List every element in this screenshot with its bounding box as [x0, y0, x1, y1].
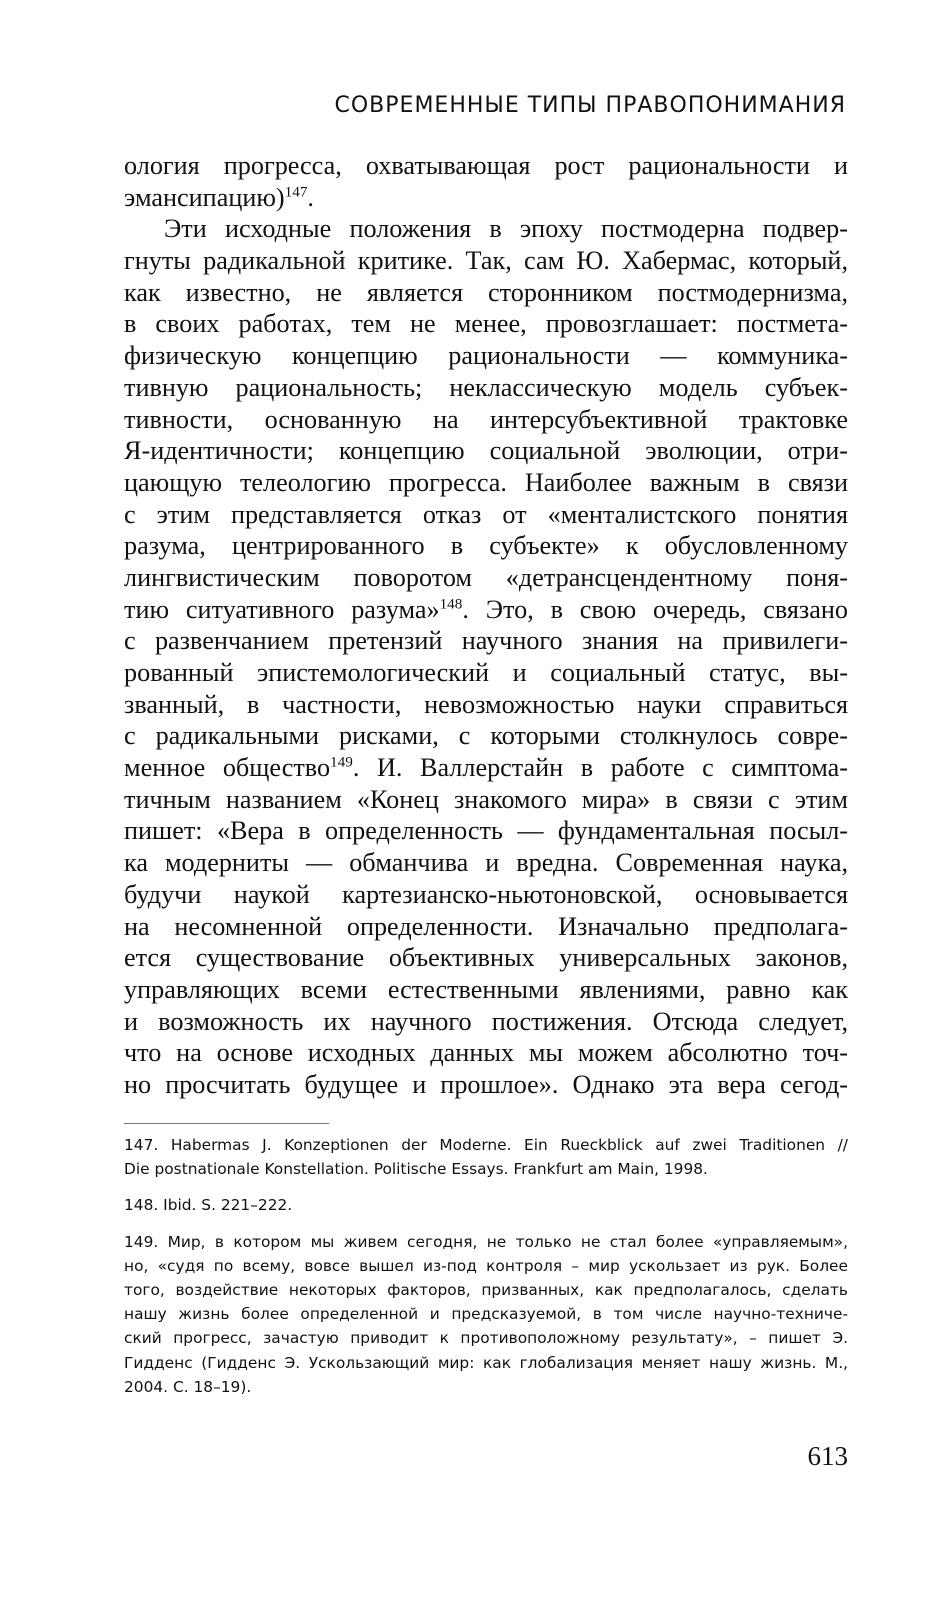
footnote-divider: [124, 1123, 329, 1124]
footnote-line: 148. Ibid. S. 221–222.: [124, 1196, 293, 1215]
text-line: тивности, основанную на интерсубъективной трактовке: [124, 404, 848, 434]
text-line: физическую концепцию рациональности — коммуника-: [124, 341, 848, 371]
text-line: в своих работах, тем не менее, провозглашает: постмета-: [124, 309, 848, 339]
text-line: на несомненной определенности. Изначально предполага-: [124, 911, 848, 941]
footnote-line: Гидденс (Гидденс Э. Ускользающий мир: как глобализация меняет нашу жизнь. М.,: [124, 1353, 848, 1372]
footnote-line: Die postnationale Konstellation. Politische Essays. Frankfurt am Main, 1998.: [124, 1160, 708, 1179]
text-line: званный, в частности, невозможностью науки справиться: [124, 689, 848, 719]
footnote-spacer: [124, 1218, 848, 1230]
text-fragment: менное общество: [124, 753, 331, 783]
footnote-line: нашу жизнь более определенной и предсказуемой, в том числе научно-техниче-: [124, 1305, 848, 1324]
text-line: но просчитать будущее и прошлое». Однако эта вера сегод-: [124, 1069, 848, 1099]
main-text: [124, 150, 848, 1101]
footnote-line: того, воздействие некоторых факторов, призванных, как предполагалось, сделать: [124, 1280, 848, 1299]
footnotes: [124, 1133, 848, 1399]
footnote-line: 149. Мир, в котором мы живем сегодня, не только не стал более «управляемым»,: [124, 1232, 848, 1251]
page-number: 613: [807, 1441, 848, 1471]
text-line: гнуты радикальной критике. Так, сам Ю. Хабермас, который,: [124, 246, 848, 276]
footnote-ref-148: 148: [439, 594, 463, 612]
text-fragment: эмансипацию): [124, 182, 285, 212]
text-line: лингвистическим поворотом «детрансцендентному поня-: [124, 562, 848, 592]
text-line: с развенчанием претензий научного знания на привилеги-: [124, 626, 848, 656]
footnote-line: 147. Habermas J. Konzeptionen der Moderne. Ein Rueckblick auf zwei Traditionen //: [124, 1136, 848, 1154]
text-line: с радикальными рисками, с которыми столкнулось совре-: [124, 721, 848, 751]
text-fragment: .: [307, 182, 314, 212]
text-line: [124, 594, 848, 626]
text-line: [124, 752, 848, 784]
text-line: с этим представляется отказ от «менталистского понятия: [124, 499, 848, 529]
text-line: [124, 182, 848, 214]
text-line: ология прогресса, охватывающая рост рациональности и: [124, 151, 848, 180]
text-line: будучи наукой картезианско-ньютоновской, основывается: [124, 879, 848, 909]
footnote-148: [124, 1193, 848, 1217]
text-line: ка модерниты — обманчива и вредна. Современная наука,: [124, 848, 848, 878]
text-fragment: . И. Валлерстайн в работе с симптома-: [352, 753, 849, 783]
footnote-ref-149: 149: [330, 753, 353, 771]
footnote-149: [124, 1230, 848, 1399]
text-line: Я-идентичности; концепцию социальной эволюции, отри-: [124, 436, 848, 466]
text-line: как известно, не является сторонником постмодернизма,: [124, 277, 848, 307]
text-line: пишет: «Вера в определенность — фундаментальная посыл-: [124, 816, 848, 846]
text-fragment: тию ситуативного разума»: [124, 594, 440, 624]
footnote-ref-147: 147: [284, 182, 308, 200]
footnote-line: но, «судя по всему, вовсе вышел из-под контроля – мир ускользает из рук. Более: [124, 1256, 848, 1275]
text-line: и возможность их научного постижения. Отсюда следует,: [124, 1006, 848, 1036]
footnote-147: [124, 1133, 848, 1181]
footnote-spacer: [124, 1181, 848, 1193]
text-line: рованный эпистемологический и социальный статус, вы-: [124, 658, 848, 687]
text-line: разума, центрированного в субъекте» к обусловленному: [124, 531, 848, 561]
text-line: управляющих всеми естественными явлениями, равно как: [124, 974, 848, 1004]
text-line: что на основе исходных данных мы можем абсолютно точ-: [124, 1038, 848, 1068]
footnote-line: 2004. С. 18–19).: [124, 1377, 252, 1396]
text-line: ется существование объективных универсальных законов,: [124, 943, 848, 973]
text-fragment: . Это, в свою очередь, связано: [462, 594, 848, 624]
running-header: СОВРЕМЕННЫЕ ТИПЫ ПРАВОПОНИМАНИЯ: [334, 93, 846, 118]
text-line: тивную рациональность; неклассическую модель субъек-: [124, 372, 848, 402]
text-line: тичным названием «Конец знакомого мира» в связи с этим: [124, 784, 848, 814]
text-line: Эти исходные положения в эпоху постмодерна подвер-: [164, 214, 848, 244]
text-line: цающую телеологию прогресса. Наиболее важным в связи: [124, 467, 848, 497]
footnote-line: ский прогресс, зачастую приводит к противоположному результату», – пишет Э.: [124, 1329, 848, 1348]
